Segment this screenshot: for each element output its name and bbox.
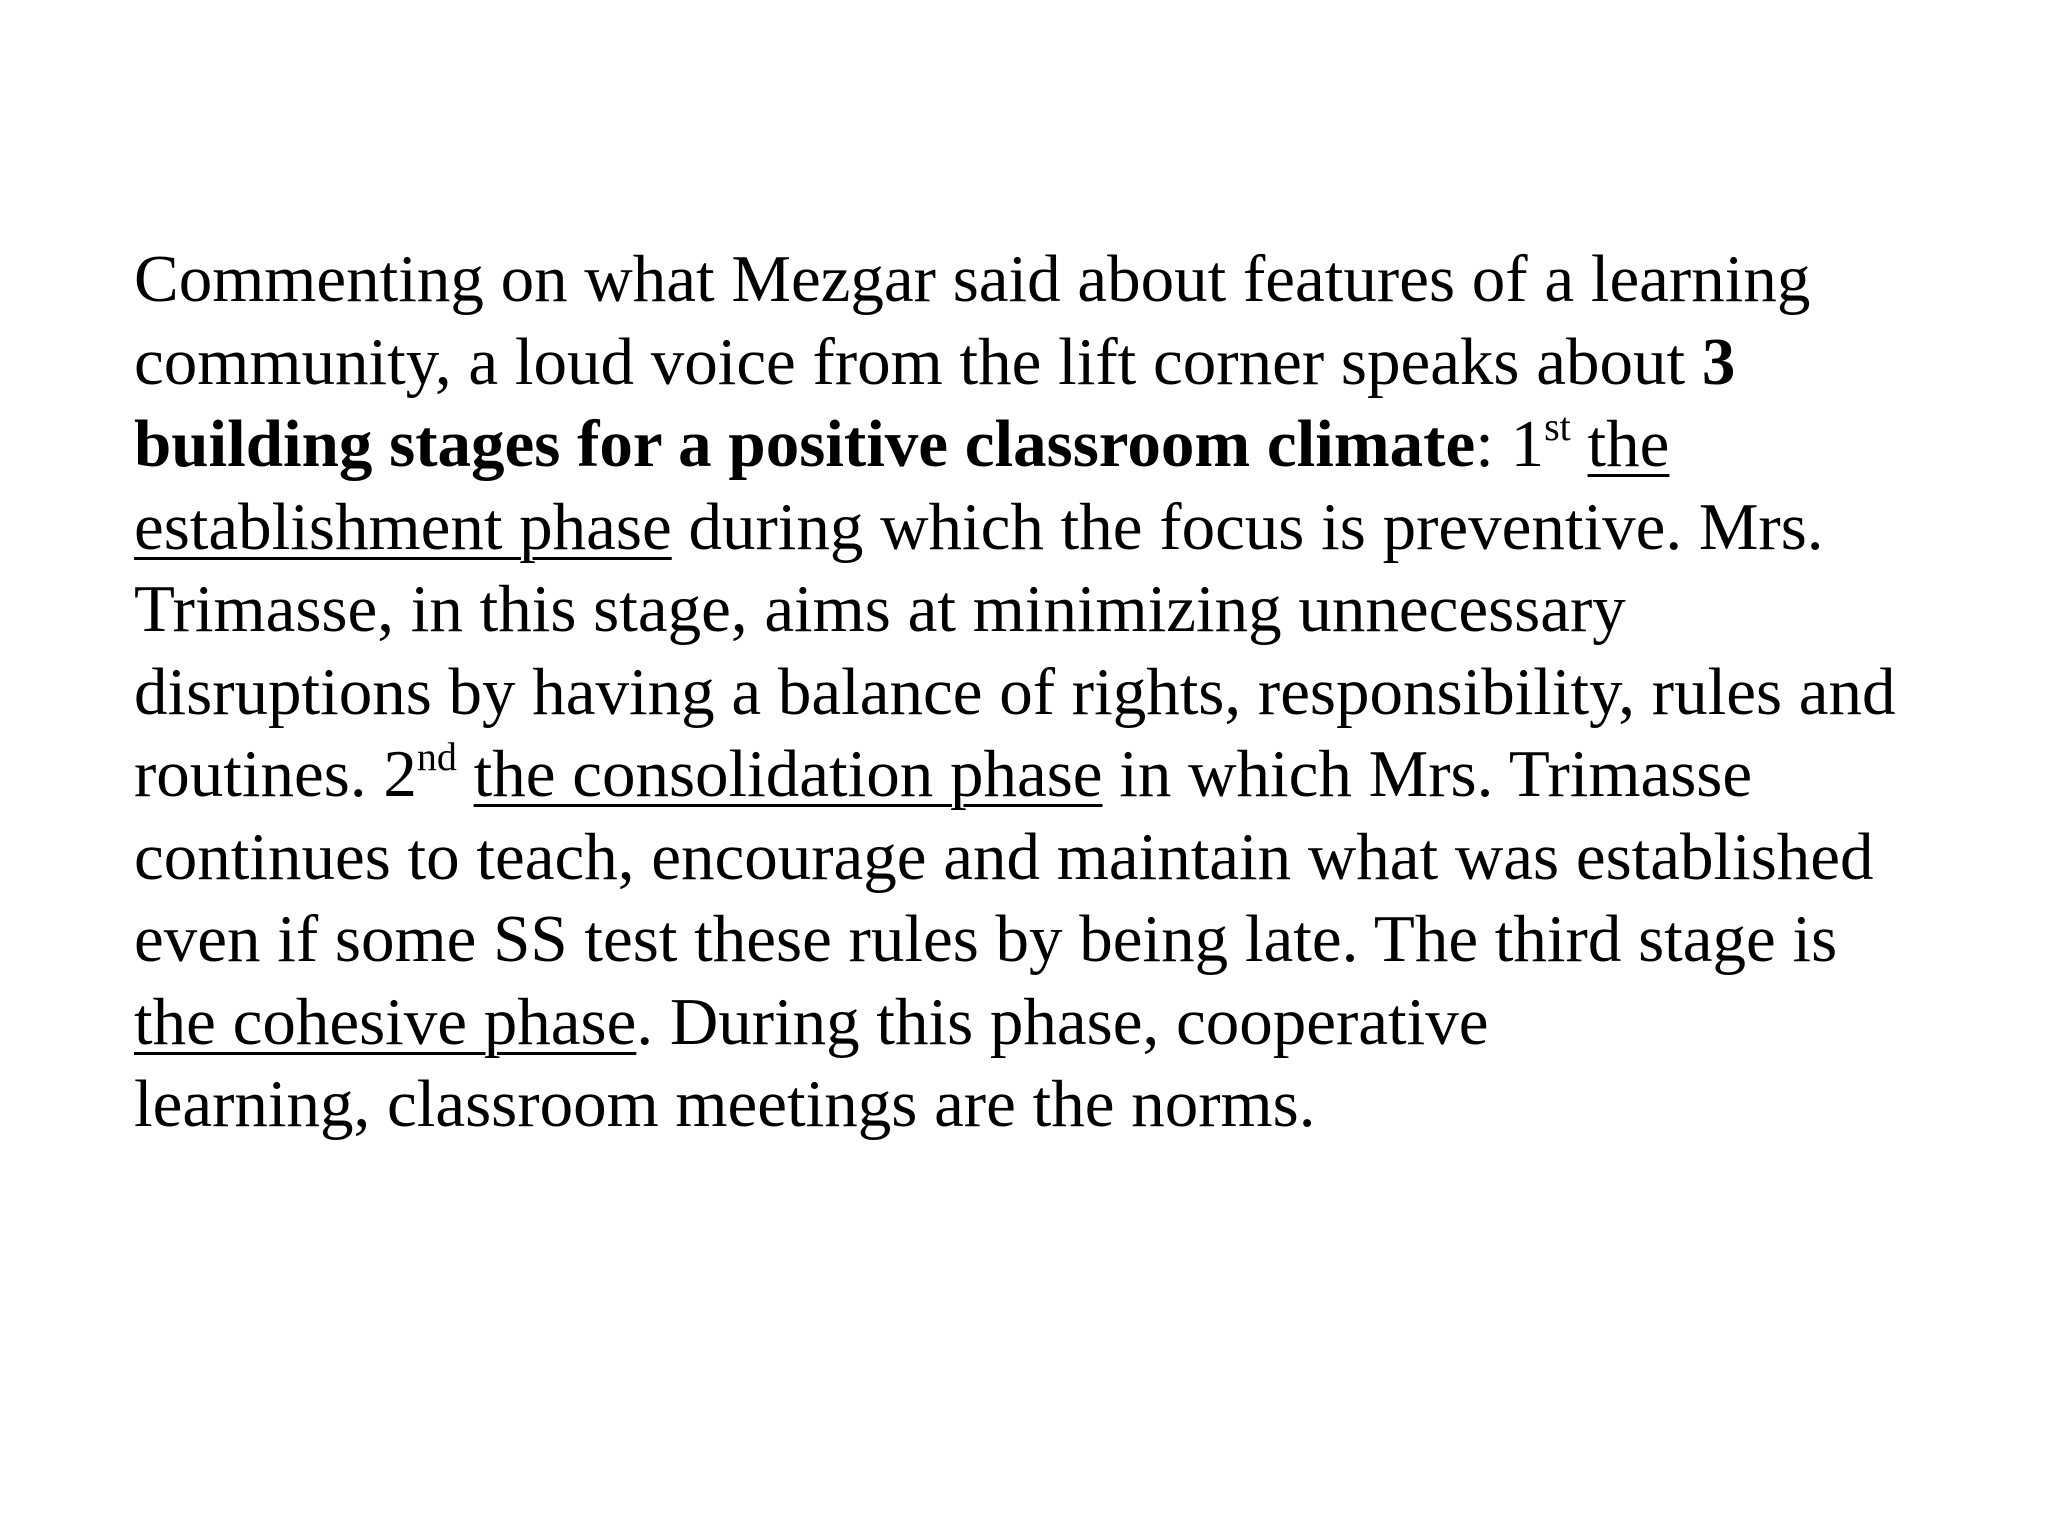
text-line-3 (134, 403, 1994, 486)
bold-text: building stages for a positive classroom climate (134, 407, 1476, 481)
text-run: Commenting on what Mezgar said about features of a learning (134, 242, 1811, 316)
text-run: community, a loud voice from the lift corner speaks about (134, 324, 1702, 399)
underlined-text: the (1587, 407, 1670, 481)
text-line-6 (134, 651, 1994, 734)
text-run: routines. 2 (134, 737, 417, 811)
body-paragraph (134, 238, 1994, 1146)
text-line-9 (134, 898, 1994, 981)
text-run (1571, 407, 1588, 481)
underlined-text: establishment phase (134, 489, 672, 564)
text-line-4 (134, 486, 1994, 569)
ordinal-suffix: nd (416, 734, 457, 779)
text-run: disruptions by having a balance of rights, responsibility, rules and (134, 654, 1896, 729)
bold-text: 3 (1701, 324, 1736, 399)
text-run: Trimasse, in this stage, aims at minimizing unnecessary (134, 572, 1626, 646)
text-run: continues to teach, encourage and maintain what was established (134, 819, 1874, 894)
text-line-7 (134, 733, 1994, 816)
text-line-2 (134, 321, 1994, 404)
text-run: even if some SS test these rules by being late. The third stage is (134, 902, 1838, 976)
text-line-5 (134, 568, 1994, 651)
underlined-text: the consolidation phase (473, 737, 1103, 811)
text-line-8 (134, 816, 1994, 899)
text-run: in which Mrs. Trimasse (1102, 737, 1753, 811)
text-run: . During this phase, cooperative (636, 984, 1489, 1059)
text-line-1 (134, 238, 1994, 321)
text-run (457, 737, 474, 811)
text-line-11 (134, 1063, 1994, 1146)
text-run: learning, classroom meetings are the norms. (134, 1067, 1316, 1141)
ordinal-suffix: st (1544, 404, 1571, 449)
text-line-10 (134, 981, 1994, 1064)
text-run: : 1 (1475, 407, 1545, 481)
underlined-text: the cohesive phase (134, 984, 637, 1059)
text-run: during which the focus is preventive. Mrs. (671, 489, 1824, 564)
